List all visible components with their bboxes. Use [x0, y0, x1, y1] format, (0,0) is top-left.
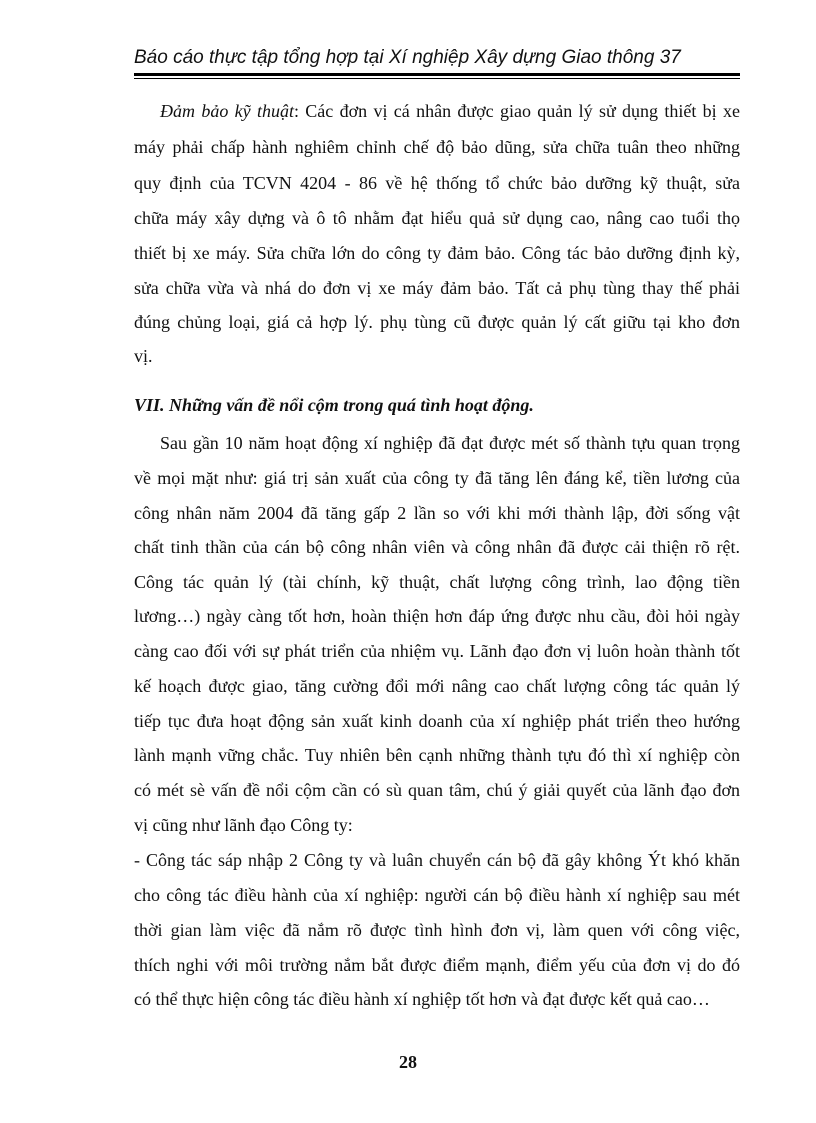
section-heading: VII. Những vấn đề nổi cộm trong quá tình hoạt động. — [134, 395, 534, 415]
paragraph-1-line-1 — [160, 100, 740, 122]
paragraph-1-line-1-text: : Các đơn vị cá nhân được giao quản lý sử dụng thiết bị xe — [293, 101, 740, 121]
page-number: 28 — [399, 1052, 417, 1072]
paragraph-1-line: quy định của TCVN 4204 - 86 về hệ thống tổ chức bảo dưỡng kỹ thuật, sửa — [134, 173, 740, 193]
paragraph-1-line: đúng chủng loại, giá cả hợp lý. phụ tùng cũ được quản lý cất giữu tại kho đơn — [134, 312, 740, 332]
paragraph-2-line: công nhân năm 2004 đã tăng gấp 2 lần so với khi mới thành lập, đời sống vật — [134, 503, 740, 523]
paragraph-3-line: thời gian làm việc đã nắm rõ được tình hình đơn vị, làm quen với công việc, — [134, 920, 740, 940]
paragraph-1-line: vị. — [134, 346, 153, 366]
header-rule-thin — [134, 78, 740, 79]
paragraph-3-line: cho công tác điều hành của xí nghiệp: người cán bộ điều hành xí nghiệp sau mét — [134, 885, 740, 905]
paragraph-2-line: Công tác quản lý (tài chính, kỹ thuật, chất lượng công trình, lao động tiền — [134, 572, 740, 592]
header-rule-thick — [134, 73, 740, 76]
paragraph-1-label: Đảm bảo kỹ thuật — [160, 101, 294, 121]
paragraph-3-line: thích nghi với môi trường nắm bắt được điểm mạnh, điểm yếu của đơn vị do đó — [134, 955, 740, 975]
paragraph-2-line: lành mạnh vững chắc. Tuy nhiên bên cạnh những thành tựu đó thì xí nghiệp còn — [134, 745, 740, 765]
paragraph-2-line: có mét sè vấn đề nổi cộm cần có sù quan tâm, chú ý giải quyết của lãnh đạo đơn — [134, 780, 740, 800]
paragraph-1-line: chữa máy xây dựng và ô tô nhằm đạt hiểu quả sử dụng cao, nâng cao tuổi thọ — [134, 208, 740, 228]
running-header: Báo cáo thực tập tổng hợp tại Xí nghiệp Xây dựng Giao thông 37 — [134, 47, 681, 68]
paragraph-2-line: về mọi mặt như: giá trị sản xuất của công ty đã tăng lên đáng kể, tiền lương của — [134, 468, 740, 488]
paragraph-1-line: sửa chữa vừa và nhá do đơn vị xe máy đảm bảo. Tất cả phụ tùng thay thế phải — [134, 278, 740, 298]
paragraph-3-line: có thể thực hiện công tác điều hành xí nghiệp tốt hơn và đạt được kết quả cao… — [134, 989, 710, 1009]
paragraph-1-line: máy phải chấp hành nghiêm chỉnh chế độ bảo dũng, sửa chữa tuân theo những — [134, 137, 740, 157]
paragraph-3-line: - Công tác sáp nhập 2 Công ty và luân chuyển cán bộ đã gây không Ýt khó khăn — [134, 850, 740, 870]
paragraph-2-line: kế hoạch được giao, tăng cường đổi mới nâng cao chất lượng công tác quản lý — [134, 676, 740, 696]
paragraph-1-line: thiết bị xe máy. Sửa chữa lớn do công ty đảm bảo. Công tác bảo dưỡng định kỳ, — [134, 243, 740, 263]
paragraph-2-line: chất tinh thần của cán bộ công nhân viên và công nhân đã được cải thiện rõ rệt. — [134, 537, 740, 557]
paragraph-2-line: vị cũng như lãnh đạo Công ty: — [134, 815, 353, 835]
paragraph-2-line: Sau gần 10 năm hoạt động xí nghiệp đã đạt được mét số thành tựu quan trọng — [160, 433, 740, 453]
paragraph-2-line: lương…) ngày càng tốt hơn, hoàn thiện hơn đáp ứng được nhu cầu, đòi hỏi ngày — [134, 606, 740, 626]
paragraph-2-line: tiếp tục đưa hoạt động sản xuất kinh doanh của xí nghiệp phát triển theo hướng — [134, 711, 740, 731]
paragraph-2-line: càng cao đối với sự phát triển của nhiệm vụ. Lãnh đạo đơn vị luôn hoàn thành tốt — [134, 641, 740, 661]
